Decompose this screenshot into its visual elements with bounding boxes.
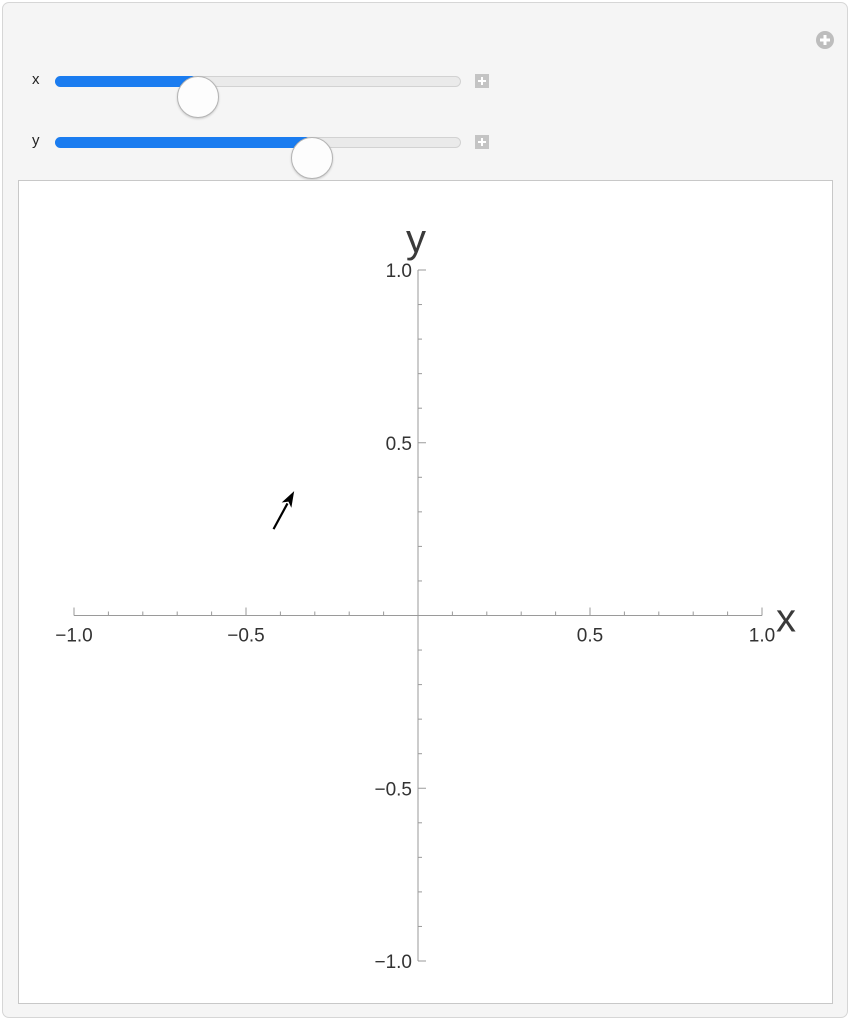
slider-row-x [3, 61, 523, 101]
plot-area [18, 180, 833, 1004]
slider-fill-y [55, 137, 311, 148]
slider-y[interactable] [55, 137, 461, 148]
x-tick-label: −0.5 [227, 625, 265, 647]
plus-square-icon[interactable] [474, 134, 490, 150]
slider-label-y: y [32, 132, 40, 149]
x-tick-label: 1.0 [748, 625, 776, 647]
x-axis-label: x [776, 596, 796, 641]
slider-fill-x [55, 76, 197, 87]
vector-arrow-shaft [274, 503, 288, 529]
x-tick-label: −1.0 [55, 625, 93, 647]
vector-plot [19, 181, 832, 1003]
y-tick-label: −1.0 [374, 952, 412, 973]
slider-label-x: x [32, 71, 40, 88]
slider-row-y [3, 122, 523, 162]
y-axis-label: y [406, 217, 426, 261]
plus-square-icon[interactable] [474, 73, 490, 89]
slider-thumb-y[interactable] [291, 137, 333, 179]
y-tick-label: −0.5 [374, 779, 412, 801]
slider-thumb-x[interactable] [177, 76, 219, 118]
x-tick-label: 0.5 [576, 625, 604, 647]
y-tick-label: 1.0 [385, 261, 412, 282]
vector-arrow-head [282, 491, 294, 508]
plus-circle-icon[interactable] [814, 29, 836, 51]
y-tick-label: 0.5 [385, 433, 412, 455]
slider-x[interactable] [55, 76, 461, 87]
